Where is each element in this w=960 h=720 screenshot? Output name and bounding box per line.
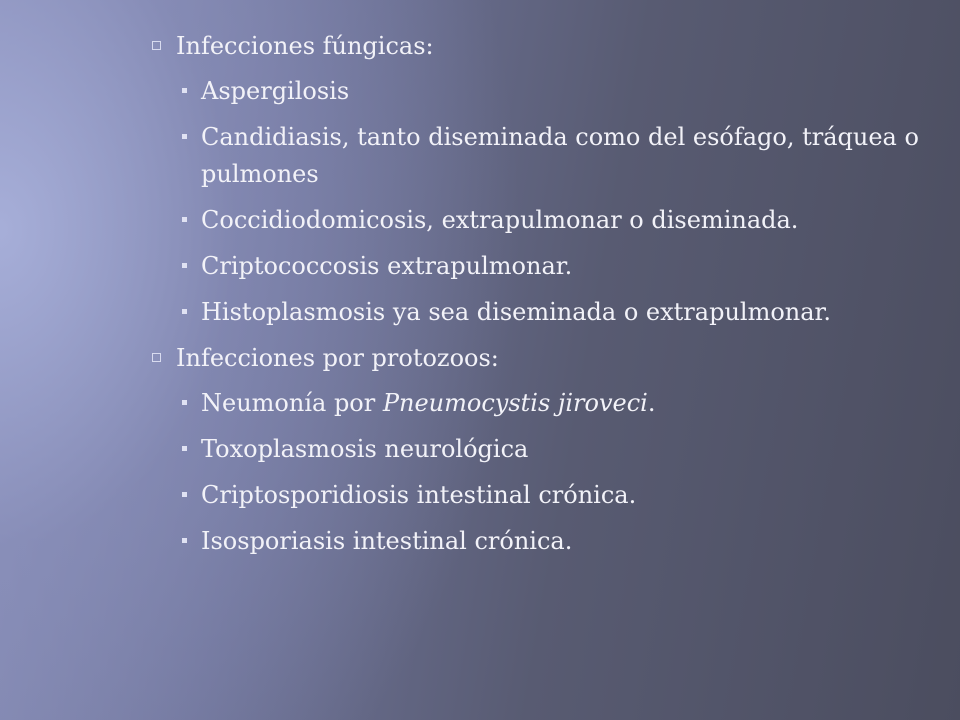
heading-text: Infecciones fúngicas: <box>176 32 434 60</box>
list-item-aspergilosis <box>150 73 930 110</box>
list-item-text: Criptococcosis extrapulmonar. <box>201 252 573 280</box>
slide-content <box>150 28 930 569</box>
list-item-candidiasis <box>150 119 930 193</box>
list-item-text: Aspergilosis <box>201 77 350 105</box>
square-bullet-icon <box>182 446 187 451</box>
square-bullet-icon <box>182 217 187 222</box>
heading-text: Infecciones por protozoos: <box>176 344 499 372</box>
list-item-criptosporidiosis <box>150 477 930 514</box>
list-item-text <box>201 385 930 422</box>
neumonia-suffix: . <box>647 389 656 417</box>
list-item-isosporiasis <box>150 523 930 560</box>
list-item-criptococcosis <box>150 248 930 285</box>
list-item-text: Isosporiasis intestinal crónica. <box>201 527 573 555</box>
bullet-heading-protozoan-infections <box>150 340 930 377</box>
list-item-text: Histoplasmosis ya sea diseminada o extrapulmonar. <box>201 298 832 326</box>
square-bullet-icon <box>182 492 187 497</box>
hollow-square-bullet-icon <box>152 353 161 362</box>
list-item-toxoplasmosis <box>150 431 930 468</box>
list-item-text: Candidiasis, tanto diseminada como del esófago, tráquea o pulmones <box>201 123 919 188</box>
square-bullet-icon <box>182 309 187 314</box>
list-item-coccidiodomicosis <box>150 202 930 239</box>
list-item-text: Toxoplasmosis neurológica <box>201 435 529 463</box>
bullet-heading-fungal-infections <box>150 28 930 65</box>
square-bullet-icon <box>182 400 187 405</box>
square-bullet-icon <box>182 134 187 139</box>
list-item-text: Coccidiodomicosis, extrapulmonar o diseminada. <box>201 206 799 234</box>
square-bullet-icon <box>182 263 187 268</box>
pathogen-name: Pneumocystis jiroveci <box>382 389 648 417</box>
square-bullet-icon <box>182 88 187 93</box>
list-item-text: Criptosporidiosis intestinal crónica. <box>201 481 637 509</box>
list-item-neumonia <box>150 385 930 422</box>
list-item-histoplasmosis <box>150 294 930 331</box>
square-bullet-icon <box>182 538 187 543</box>
hollow-square-bullet-icon <box>152 41 161 50</box>
neumonia-prefix: Neumonía por <box>201 389 383 417</box>
